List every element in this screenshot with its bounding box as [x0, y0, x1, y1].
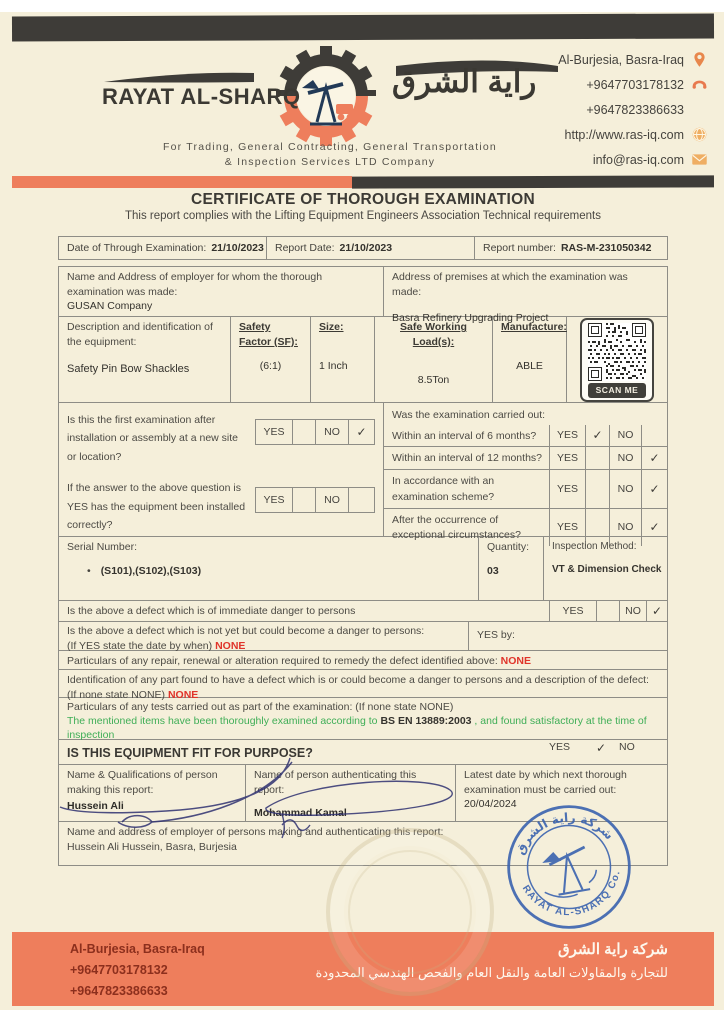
maker-cell	[59, 765, 246, 821]
stamp-english-text: RAYAT AL-SHARQ Co.	[519, 869, 623, 919]
divider-dark-segment	[352, 175, 714, 188]
carried-out-heading: Was the examination carried out:	[392, 409, 546, 421]
manufacture-label: Manufacture:	[501, 321, 567, 333]
manufacture-cell	[493, 317, 567, 402]
safety-factor-label: Safety Factor (SF):	[239, 321, 298, 348]
envelope-icon	[691, 151, 708, 168]
safety-factor-value: (6:1)	[259, 360, 282, 373]
no-label: NO	[315, 488, 348, 512]
next-exam-label: Latest date by which next thorough examination must be carried out:	[464, 769, 627, 796]
premises-cell	[384, 267, 667, 325]
no-label: NO	[609, 470, 641, 508]
yes-tick-cell	[292, 488, 315, 512]
first-exam-grid	[255, 419, 375, 445]
yes-tick-cell	[292, 420, 315, 444]
size-value: 1 Inch	[319, 359, 348, 372]
size-label: Size:	[319, 321, 344, 333]
contact-website: http://www.ras-iq.com	[564, 127, 684, 142]
yes-label: YES	[549, 447, 585, 469]
no-tick-cell	[641, 425, 667, 447]
authenticator-label: Name of person authenticating this report:	[254, 769, 417, 796]
premises-value: Basra Refinery Upgrading Project	[392, 312, 549, 325]
employer-cell	[59, 267, 384, 316]
defect-identification-row	[59, 670, 667, 701]
repair-particulars-text: Particulars of any repair, renewal or alteration required to remedy the defect identified above:	[67, 655, 501, 667]
question-first-exam	[67, 411, 375, 466]
no-label: NO	[609, 509, 641, 547]
defect-identification-line2: (If none state NONE)	[67, 688, 168, 701]
yes-tick-cell	[596, 601, 619, 621]
report-number-cell	[474, 237, 667, 259]
report-number-value: RAS-M-231050342	[560, 242, 652, 254]
tagline-line2: & Inspection Services LTD Company	[224, 156, 436, 168]
premises-label: Address of premises at which the examination was made:	[392, 271, 628, 298]
quantity-value: 03	[487, 564, 499, 577]
tests-green-pre: The mentioned items have been thoroughly examined according to	[67, 715, 381, 728]
location-pin-icon	[691, 51, 708, 68]
maker-name: Hussein Ali	[67, 800, 124, 813]
yes-tick-cell: ✓	[585, 425, 609, 447]
yes-tick-cell: ✓	[596, 741, 607, 755]
globe-icon	[691, 126, 708, 143]
footer-phone1: +9647703178132	[70, 963, 168, 977]
quantity-label: Quantity:	[487, 541, 530, 553]
defect-none: NONE	[167, 688, 199, 701]
stamp-pumpjack-icon	[538, 846, 600, 901]
future-danger-line1: Is the above a defect which is not yet but could become a danger to persons:	[67, 625, 425, 637]
exceptional-text: After the occurrence of exceptional circumstances?	[392, 513, 521, 542]
header-divider	[12, 176, 714, 188]
immediate-danger-row	[59, 601, 667, 622]
brand-name-arabic: راية الشرق	[392, 64, 537, 99]
no-label: NO	[619, 601, 646, 621]
yes-label: YES	[549, 470, 585, 508]
inspection-method-label: Inspection Method:	[552, 541, 637, 552]
equipment-desc-cell	[59, 317, 231, 402]
qr-code-icon	[588, 323, 646, 381]
interval-6-row	[384, 425, 667, 447]
employer-value: GUSAN Company	[67, 300, 153, 313]
document-subtitle: This report complies with the Lifting Equipment Engineers Association Technical requirements	[124, 210, 601, 222]
swl-value: 8.5Ton	[417, 374, 450, 387]
parties-row	[59, 267, 667, 325]
svg-text:شركة راية الشرق	[507, 802, 617, 858]
exam-date-label: Date of Through Examination:	[67, 242, 207, 254]
document-title: CERTIFICATE OF THOROUGH EXAMINATION	[190, 191, 536, 208]
contact-address-row	[478, 50, 708, 69]
no-tick-cell: ✓	[641, 470, 667, 508]
no-label: NO	[315, 420, 348, 444]
scan-edge-bottom	[0, 1010, 724, 1024]
footer-services-arabic: للتجارة والمقاولات العامة والنقل العام والفحص الهندسي المحدودة	[315, 965, 668, 980]
contact-email: info@ras-iq.com	[592, 152, 684, 167]
defect-identification-line1: Identification of any part found to have a defect which is or could become a danger to persons and a description of the defect:	[67, 674, 649, 686]
question-installed-correctly	[67, 479, 375, 534]
tests-line1: Particulars of any tests carried out as part of the examination: (If none state NONE)	[67, 701, 454, 713]
brand-name-english: RAYAT AL-SHARQ	[102, 84, 301, 109]
equipment-desc-label: Description and identification of the equipment:	[67, 321, 213, 348]
employer-of-persons-label: Name and address of employer of persons making and authenticating this report:	[67, 826, 444, 838]
fit-for-purpose-text: IS THIS EQUIPMENT FIT FOR PURPOSE?	[67, 746, 313, 760]
defect-identification-cell	[59, 671, 667, 701]
no-tick-cell: ✓	[646, 601, 667, 621]
no-tick-cell	[348, 488, 374, 512]
top-black-bar	[12, 13, 714, 41]
phone-icon	[691, 76, 708, 93]
serial-label: Serial Number:	[67, 541, 138, 553]
contact-website-row	[478, 125, 708, 144]
swl-cell	[375, 317, 493, 402]
safety-factor-cell	[231, 317, 311, 402]
report-date-label: Report Date:	[275, 242, 335, 254]
company-stamp	[493, 791, 646, 944]
contact-email-row	[478, 150, 708, 169]
report-date-value: 21/10/2023	[339, 242, 393, 254]
examination-questions-row	[59, 403, 667, 542]
manufacture-value: ABLE	[516, 359, 543, 372]
scan-edge-top	[0, 0, 724, 12]
equipment-desc-value: Safety Pin Bow Shackles	[67, 363, 190, 376]
report-number-label: Report number:	[483, 242, 556, 254]
interval-12-row	[384, 446, 667, 469]
fit-for-purpose-row	[59, 740, 667, 765]
contact-phone2: +9647823386633	[586, 102, 684, 117]
question-first-exam-text: Is this the first examination after installation or assembly at a new site or location?	[67, 414, 238, 463]
future-danger-cell	[59, 622, 469, 650]
swl-label: Safe Working Load(s):	[400, 321, 467, 348]
repair-particulars-row	[59, 651, 667, 670]
stamp-arabic-text: شركة راية الشرق	[512, 810, 617, 857]
main-table	[58, 266, 668, 866]
yes-by-cell: YES by:	[477, 629, 515, 641]
first-exam-cell	[59, 403, 384, 536]
contact-phone1-row	[478, 75, 708, 94]
contact-block	[478, 50, 708, 169]
tests-particulars-cell	[59, 698, 667, 742]
yes-tick-cell	[585, 470, 609, 508]
future-danger-line2: (If YES state the date by when)	[67, 639, 216, 652]
tests-green-post: , and found satisfactory at the time of inspection	[67, 715, 647, 742]
no-tick-cell: ✓	[641, 447, 667, 469]
authenticator-cell	[246, 765, 456, 821]
no-label: NO	[609, 447, 641, 469]
no-tick-cell: ✓	[348, 420, 374, 444]
immediate-danger-text: Is the above a defect which is of immediate danger to persons	[67, 605, 356, 617]
tests-standard: BS EN 13889:2003	[380, 715, 472, 728]
yes-label: YES	[549, 509, 585, 547]
exam-date-cell	[59, 237, 266, 259]
repair-particulars-cell	[59, 651, 667, 669]
repair-none: NONE	[500, 655, 532, 667]
serial-row	[59, 537, 667, 601]
future-danger-none: NONE	[215, 639, 246, 652]
contact-phone1: +9647703178132	[586, 77, 684, 92]
contact-phone2-row	[478, 100, 708, 119]
interval-6-text: Within an interval of 6 months?	[392, 429, 537, 442]
embossed-seal	[326, 828, 494, 996]
tagline-line1: For Trading, General Contracting, General Transportation	[163, 141, 497, 153]
footer-phone2: +9647823386633	[70, 984, 168, 998]
maker-label: Name & Qualifications of person making this report:	[67, 769, 218, 796]
yes-label: YES	[263, 493, 285, 506]
yes-label: YES	[549, 741, 571, 753]
next-exam-date: 20/04/2024	[464, 798, 517, 811]
exam-date-value: 21/10/2023	[211, 242, 264, 254]
footer-company-arabic: شركة راية الشرق	[557, 941, 668, 958]
tests-particulars-row	[59, 698, 667, 740]
equipment-row	[59, 317, 667, 403]
no-tick-cell	[646, 740, 667, 764]
contact-address: Al-Burjesia, Basra-Iraq	[558, 52, 684, 67]
serial-value: (S101),(S102),(S103)	[100, 564, 202, 577]
report-date-cell	[266, 237, 474, 259]
footer-contact	[70, 939, 205, 1002]
future-danger-row	[59, 622, 667, 651]
date-table	[58, 236, 668, 260]
yes-label: YES	[549, 601, 596, 621]
authenticator-name: Mohammad Kamal	[254, 807, 347, 820]
divider-orange-segment	[12, 176, 352, 188]
no-tick-cell: ✓	[641, 509, 667, 547]
exam-scheme-row	[384, 469, 667, 508]
inspection-method-cell	[544, 537, 667, 600]
serial-cell	[59, 537, 479, 600]
size-cell	[311, 317, 375, 402]
scan-me-badge: SCAN ME	[588, 383, 647, 399]
installed-grid	[255, 487, 375, 513]
yes-tick-cell	[585, 447, 609, 469]
qr-cell	[567, 317, 667, 402]
bullet-icon: •	[87, 564, 91, 577]
no-label: NO	[619, 741, 635, 753]
quantity-cell	[479, 537, 544, 600]
yes-label: YES	[549, 425, 585, 447]
carried-out-cell	[384, 403, 667, 542]
question-installed-text: If the answer to the above question is YES has the equipment been installed correctly?	[67, 482, 246, 531]
yes-label: YES	[263, 425, 285, 438]
no-label: NO	[609, 425, 641, 447]
employer-of-persons-value: Hussein Ali Hussein, Basra, Burjesia	[67, 840, 237, 853]
exam-scheme-text: In accordance with an examination scheme?	[392, 475, 495, 503]
footer-address: Al-Burjesia, Basra-Iraq	[70, 942, 205, 956]
inspection-method-value: VT & Dimension Check	[552, 564, 662, 575]
qr-card	[580, 318, 654, 402]
employer-label: Name and Address of employer for whom the thorough examination was made:	[67, 271, 323, 298]
interval-12-text: Within an interval of 12 months?	[392, 452, 542, 465]
